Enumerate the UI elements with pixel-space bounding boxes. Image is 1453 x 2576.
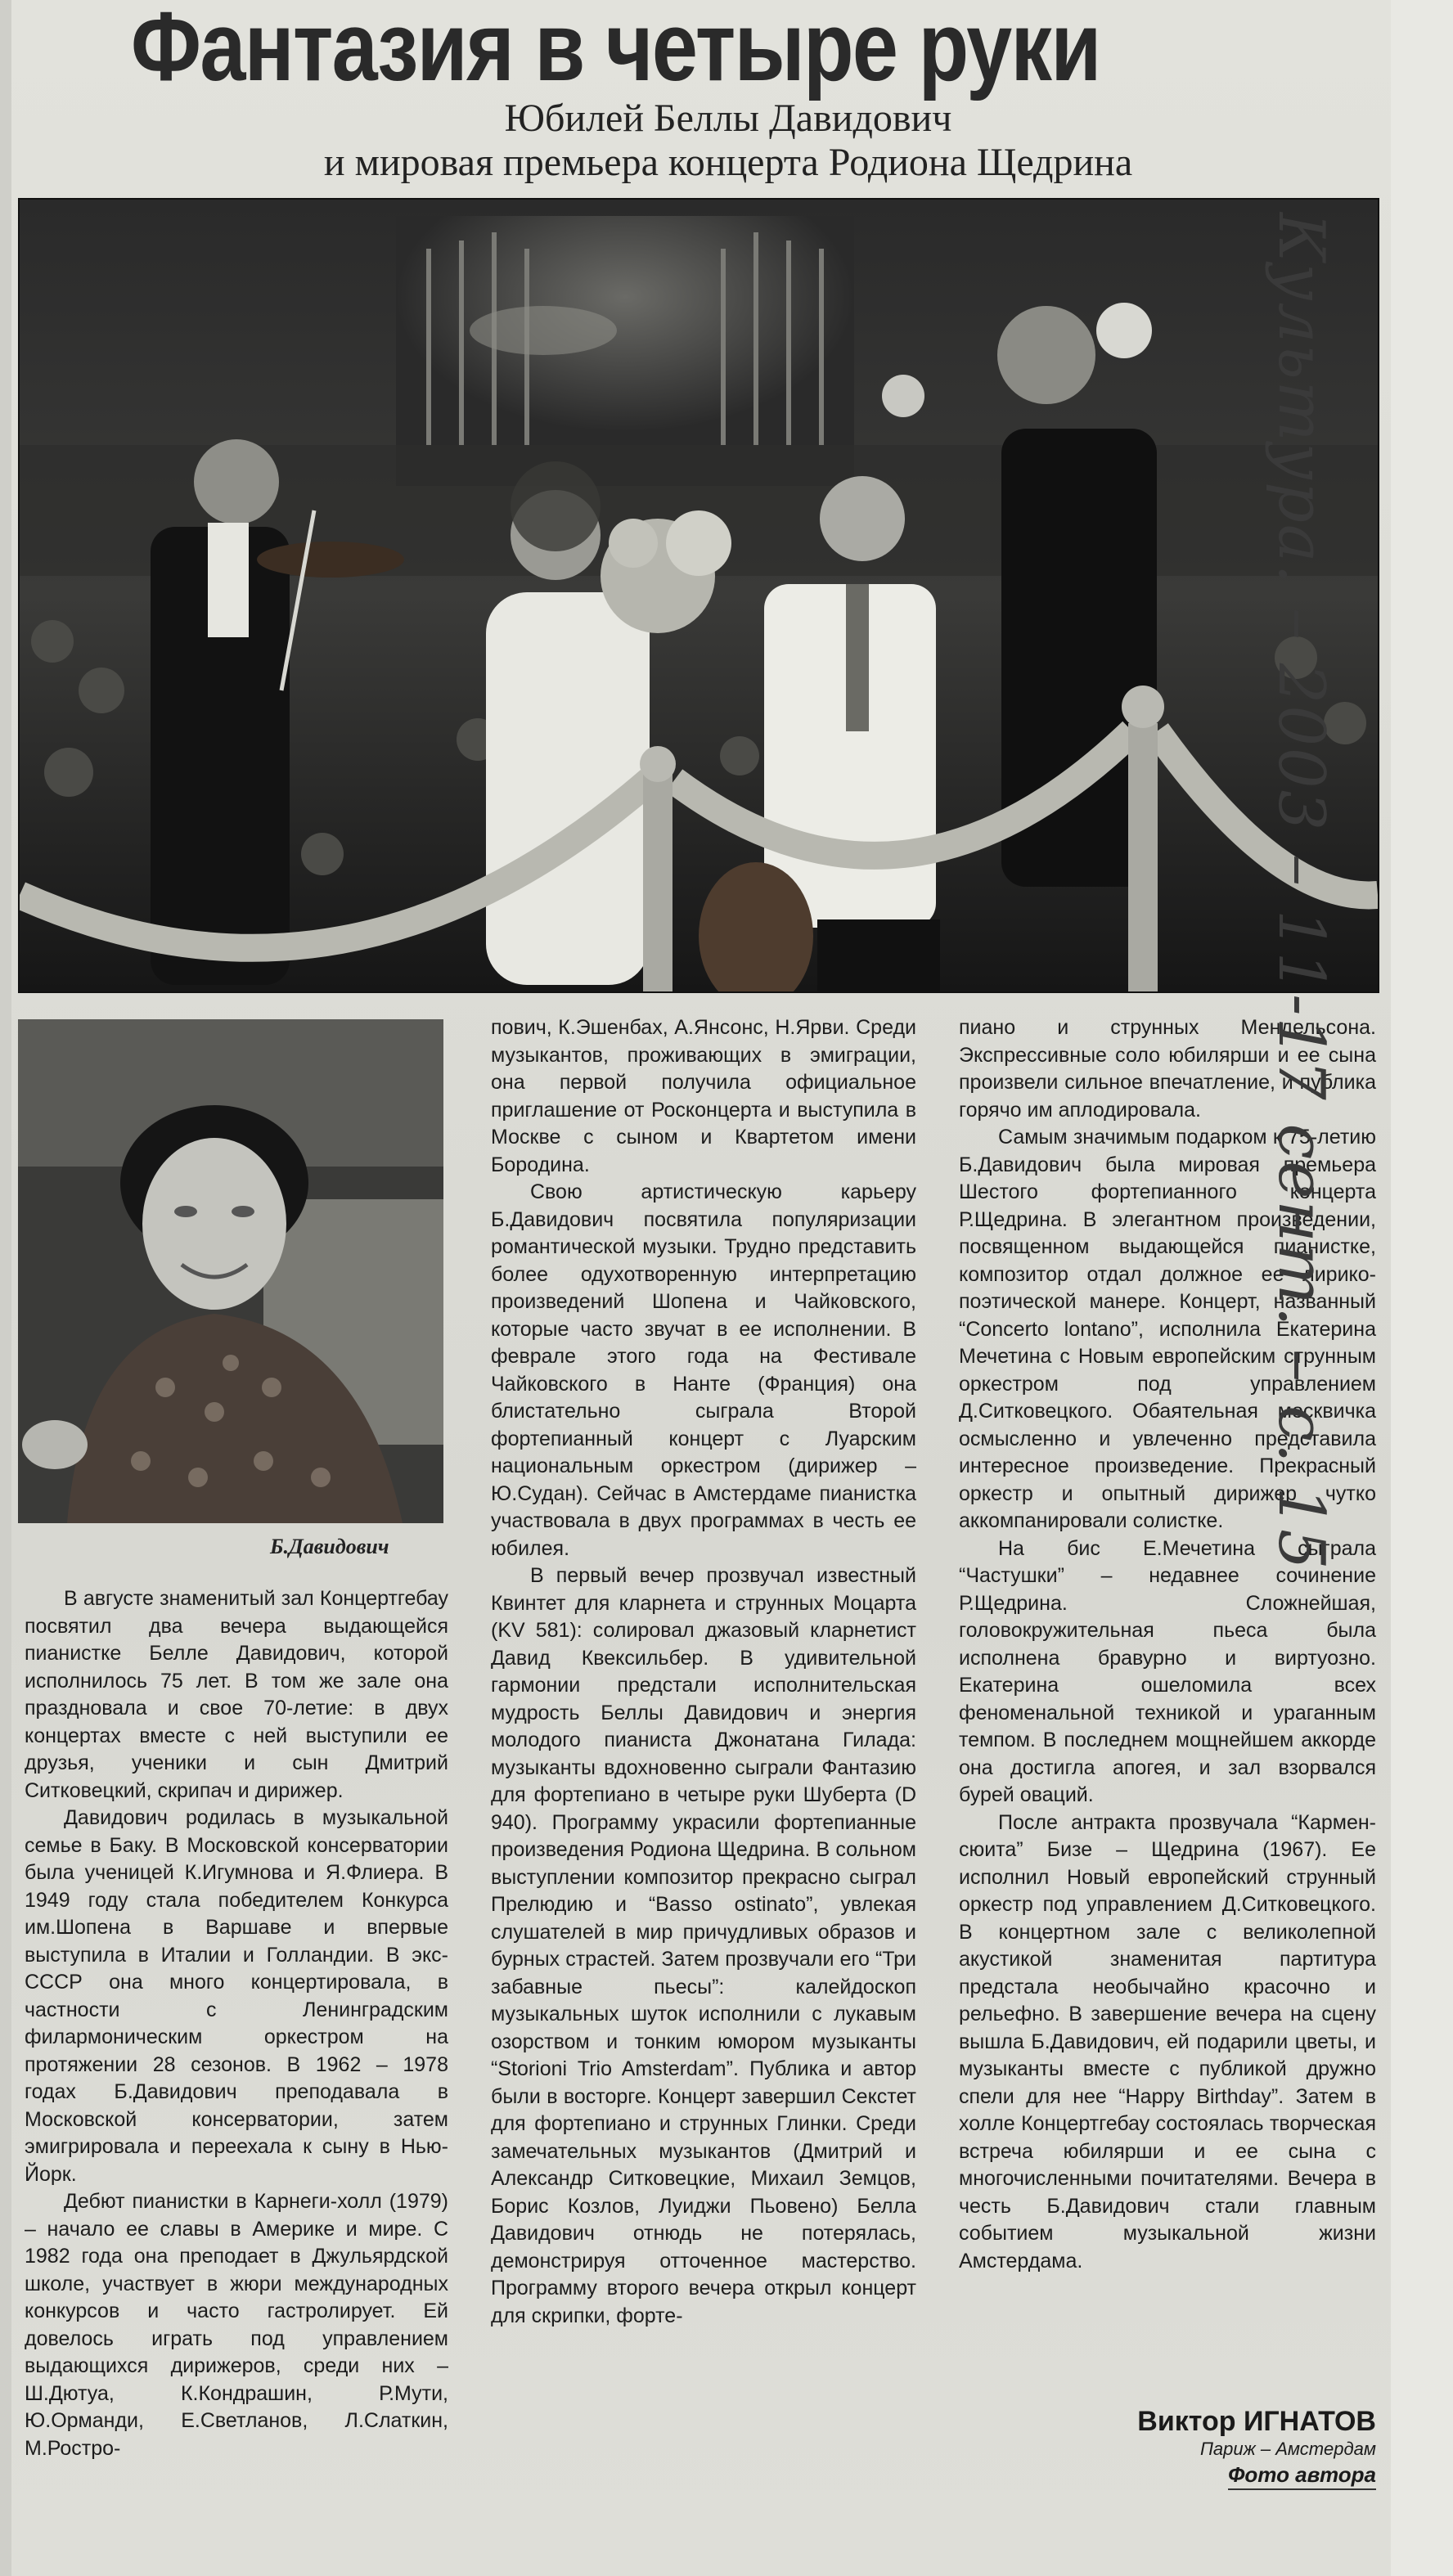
subtitle-line-1: Юбилей Беллы Давидович bbox=[504, 97, 952, 140]
page-edge-left bbox=[0, 0, 11, 2576]
photo-credit: Фото автора bbox=[1228, 2461, 1376, 2490]
portrait-caption: Б.Давидович bbox=[270, 1535, 389, 1558]
author-location: Париж – Амстердам bbox=[1199, 2439, 1376, 2459]
article-subtitle bbox=[196, 97, 1260, 185]
portrait-illustration bbox=[18, 1019, 443, 1523]
paragraph: пович, К.Эшенбах, А.Янсонс, Н.Ярви. Среди музыкантов, проживающих в эмиграции, она первой получила официальное приглашение от Росконцерта и выступила в Москве с сыном и Квартетом имени Бородина. bbox=[491, 1016, 916, 1176]
paragraph: В августе знаменитый зал Концертгебау посвятил два вечера выдающейся пианистке Белле Давидович, которой исполнилось 75 лет. В том же зале она праздновала и свое 70-летие: в двух концертах вместе с ней выступили ее друзья, ученики и сын Дмитрий Ситковецкий, скрипач и дирижер. bbox=[25, 1587, 448, 1802]
face bbox=[142, 1138, 286, 1310]
article-title: Фантазия в четыре руки bbox=[131, 0, 1100, 101]
paragraph: После антракта прозвучала “Кармен-сюита” Бизе – Щедрина (1967). Ее исполнил Новый европейский струнный оркестр под управлением Д.Ситковецкого. В концертном зале с великолепной акустикой знаменитая партитура предстала необычайно красочно и рельефно. В завершение вечера на сцену вышла Б.Давидович, ей подарили цветы, и музыканты вместе с публикой дружно спели для нее “Happy Birthday”. Затем в холле Концертгебау состоялась творческая встреча юбилярши и ее сына с многочисленными почитателями. Вечера в честь Б.Давидович стали главным событием музыкальной жизни Амстердама. bbox=[959, 1810, 1376, 2273]
paragraph: Самым значимым подарком к 75-летию Б.Давидович была мировая премьера Шестого фортепианного концерта Р.Щедрина. В элегантном произведении, посвященном выдающейся пианистке, композитор отдал должное ее лирико-поэтической манере. Концерт, названный “Concerto lontano”, исполнила Екатерина Мечетина с Новым европейским струнным оркестром под управлением Д.Ситковецкого. Обаятельная москвичка осмысленно и увлеченно представила интересное произведение. Прекрасный оркестр и опытный дирижер чутко аккомпанировали солистке. bbox=[959, 1126, 1376, 1532]
paragraph: Давидович родилась в музыкальной семье в Баку. В Московской консерватории была ученицей К.Игумнова и Я.Флиера. В 1949 году стала победителем Конкурса им.Шопена в Варшаве и впервые выступила в Италии и Голландии. В экс-СССР она много концертировала, в частности с Ленинградским филармоническим оркестром на протяжении 28 сезонов. В 1962 – 1978 годах Б.Давидович преподавала в Московской консерватории, затем эмигрировала и переехала к сыну в Нью-Йорк. bbox=[25, 1806, 448, 2186]
subtitle-line-2: и мировая премьера концерта Родиона Щедрина bbox=[323, 141, 1133, 184]
byline bbox=[959, 2405, 1376, 2490]
author-name: Виктор ИГНАТОВ bbox=[1137, 2406, 1376, 2437]
paragraph: В первый вечер прозвучал известный Квинтет для кларнета и струнных Моцарта (KV 581): солировал джазовый кларнетист Давид Квексильбер. В удивительной гармонии предстали исполнительская мудрость Беллы Давидович и энергия молодого пианиста Джонатана Гилада: музыканты вдохновенно сыграли Фантазию для фортепиано в четыре руки Шуберта (D 940). Программу украсили фортепианные произведения Родиона Щедрина. В сольном выступлении композитор прекрасно сыграл Прелюдию и “Basso ostinato”, увлекая слушателей в мир причудливых образов и бурных страстей. Затем прозвучали его “Три забавные пьесы”: калейдоскоп музыкальных шуток исполнили с лукавым озорством и тонким юмором музыканты “Storioni Trio Amsterdam”. Публика и автор были в восторге. Концерт завершил Секстет для фортепиано и струнных Глинки. Среди замечательных музыкантов (Дмитрий и Александр Ситковецкие, Михаил Земцов, Борис Козлов, Луиджи Пьовено) Белла Давидович отнюдь не потерялась, демонстрируя отточенное мастерство. Программу второго вечера открыл концерт для скрипки, форте- bbox=[491, 1564, 916, 2327]
paragraph: Дебют пианистки в Карнеги-холл (1979) – начало ее славы в Америке и мире. С 1982 года она преподает в Джульярдской школе, участвует в жюри международных конкурсов и часто гастролирует. Ей довелось играть под управлением выдающихся дирижеров, среди них – Ш.Дютуа, К.Кондрашин, Р.Мути, Ю.Орманди, Е.Светланов, Л.Слаткин, М.Ростро- bbox=[25, 2190, 448, 2460]
paragraph: пиано и струнных Мендельсона. Экспрессивные соло юбилярши и ее сына произвели сильное впечатление, и публика горячо им аплодировала. bbox=[959, 1016, 1376, 1122]
page-margin-right bbox=[1391, 0, 1453, 2576]
hand bbox=[22, 1420, 88, 1469]
concert-photo-illustration bbox=[20, 200, 1378, 991]
article-column-1 bbox=[25, 1585, 448, 2462]
portrait-photo bbox=[18, 1019, 443, 1523]
concert-photo bbox=[18, 198, 1379, 993]
handwritten-note: Культура. – 2003 – 11-17 сент. – с. 15 bbox=[1264, 213, 1338, 1571]
chandelier bbox=[470, 306, 617, 355]
paragraph: На бис Е.Мечетина сыграла “Частушки” – недавнее сочинение Р.Щедрина. Сложнейшая, головокружительная пьеса была исполнена бравурно и виртуозно. Екатерина ошеломила всех феноменальной техникой и ураганным темпом. В последнем мощнейшем аккорде она достигла апогея, и зал взорвался бурей оваций. bbox=[959, 1536, 1376, 1806]
article-column-2 bbox=[491, 1014, 916, 2330]
paragraph: Свою артистическую карьеру Б.Давидович посвятила популяризации романтической музыки. Трудно представить более одухотворенную интерпретацию произведений Шопена и Чайковского, которые часто звучат в ее исполнении. В феврале этого года на Фестивале Чайковского в Нанте (Франция) она блистательно сыграла Второй фортепианный концерт с Луарским национальным оркестром (дирижер – Ю.Судан). Сейчас в Амстердаме пианистка участвовала в двух программах в честь ее юбилея. bbox=[491, 1180, 916, 1560]
